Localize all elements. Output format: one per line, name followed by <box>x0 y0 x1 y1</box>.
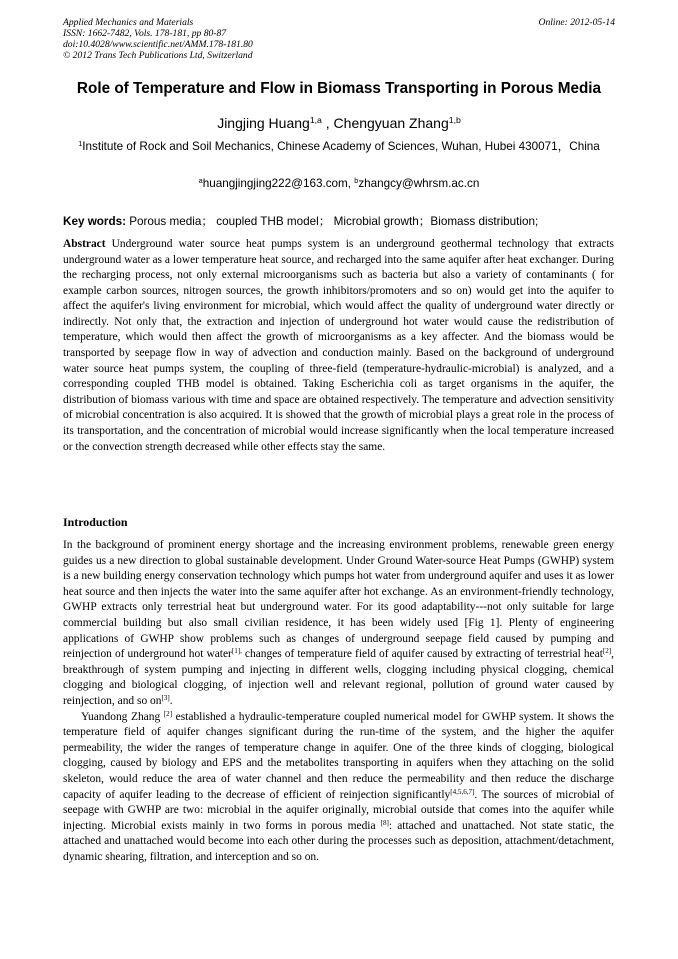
copyright-line: © 2012 Trans Tech Publications Ltd, Switzerland <box>63 50 253 61</box>
email-link[interactable]: zhangcy@whrsm.ac.cn <box>358 177 480 190</box>
author-separator: , <box>321 115 334 131</box>
journal-name: Applied Mechanics and Materials <box>63 17 194 28</box>
citation-ref[interactable]: [2] <box>602 647 612 656</box>
keywords-line <box>63 213 615 229</box>
issn-line: ISSN: 1662-7482, Vols. 178-181, pp 80-87 <box>63 28 227 39</box>
paragraph-text: : attached and unattached. Not state static, the attached and unattached would become into each other during the processes such as deposition, attachment/detachment, dynamic shearing, filtration, and interception and so on. <box>63 819 614 863</box>
paragraph-text: changes of temperature field of aquifer caused by extracting of terrestrial heat <box>241 648 603 661</box>
author-list <box>40 115 638 131</box>
paragraph <box>63 710 614 866</box>
paragraph-text: . The sources of microbial of seepage with GWHP are two: microbial in the aquifer originally, microbial outside that comes into the aquifer while injecting. Microbial exists mainly in two forms in porous media <box>63 788 614 832</box>
doi-line: doi:10.4028/www.scientific.net/AMM.178-181.80 <box>63 39 253 50</box>
abstract-text: Underground water source heat pumps system is an underground geothermal technology that extracts underground water as a lower temperature heat source, and recharged into the same aquifer after heat exchanger. During the recharging process, not only external microorganisms such as bacteria but also a variety of contaminants ( for example carbon sources, nitrogen sources, the growth inhibitors/promoters and so on) would get into the aquifer to affect the aquifer's living environment for microbial, which would affect the quality of underground water directly or indirectly. Not only that, the extraction and injection of underground hot water would cause the redistribution of temperature, which would then affect the growth of microorganisms as a key affecter. And the biomass would be transported by seepage flow in way of advection and conduction mainly. Based on the background of underground water source heat pumps system, the coupling of three-field (temperature-hydraulic-microbial) is analyzed, and a corresponding coupled THB model is obtained. Taking Escherichia coli as target organisms in the aquifer, the distribution of biomass various with time and space are obtained respectively. The temperature and advection sensitivity of microbial concentration is also acquired. It is showed that the growth of microbial plays a great role in the process of its transportation, and the concentration of microbial would increase significantly when the local temperature increased or the convection strength decreased while other effects stay the same. <box>63 238 614 453</box>
paragraph <box>63 538 614 710</box>
citation-ref[interactable]: [2] <box>163 709 173 718</box>
email-link[interactable]: huangjingjing222@163.com, <box>202 177 355 190</box>
keywords-label: Key words: <box>63 215 126 228</box>
citation-ref[interactable]: [8] <box>380 818 389 827</box>
affiliation-superscript: 1 <box>78 139 83 149</box>
paragraph-text: established a hydraulic-temperature coupled numerical model for GWHP system. It shows the temperature field of aquifer changes significant during the run-time of the system, and the higher the aquifer permeability, the wider the ranges of temperature change in aquifer. One of the three kinds of clogging, biological clogging, caused by biology and EPS and the metabolites transporting in aquifers when they attaching on the solid skeleton, would reduce the area of water channel and then reduce the permeability and then reduce the discharge capacity of aquifer leading to the decrease of efficient of reinjection significantly <box>63 710 614 801</box>
affiliation <box>63 139 615 155</box>
citation-ref[interactable]: [4,5,6,7] <box>450 787 475 796</box>
paragraph-text: , breakthrough of system pumping and injecting in different wells, clogging including physical clogging, chemical clogging and biological clogging, of injection well and relevant regional, pollution of ground water caused by reinjection, and so on <box>63 648 614 707</box>
introduction-body <box>63 538 614 865</box>
keywords-text: Porous media； coupled THB model； Microbial growth；Biomass distribution; <box>126 215 539 228</box>
email-superscript: a <box>198 176 203 186</box>
citation-ref[interactable]: [3] <box>161 694 170 703</box>
email-superscript: b <box>354 176 359 186</box>
abstract-label: Abstract <box>63 238 106 250</box>
online-date: Online: 2012-05-14 <box>538 17 615 28</box>
author-name: Jingjing Huang <box>217 115 310 131</box>
author-emails <box>63 177 615 190</box>
author-superscript: 1,a <box>309 115 322 126</box>
journal-header <box>63 17 615 61</box>
affiliation-text: Institute of Rock and Soil Mechanics, Chinese Academy of Sciences, Wuhan, Hubei 430071，China <box>82 140 600 153</box>
paragraph-text: In the background of prominent energy shortage and the increasing environment problems, renewable green energy guides us a new direction to global sustainable development. Under Ground Water-source Heat Pumps (GWHP) system is a new building energy conservation technology which pumps hot water from underground aquifer and uses it as lower heat source and then injects the water into the same aquifer after hot exchange. As an environment-friendly technology, GWHP extracts only terrestrial heat but underground water. For its good adaptability---not only suitable for large commercial building but also small civilian residence, it has been widely used [Fig 1]. Plenty of engineering applications of GWHP show problems such as changes of underground seepage field caused by pumping and reinjection of underground hot water <box>63 539 614 661</box>
abstract <box>63 237 614 455</box>
citation-ref[interactable]: [1], <box>231 647 242 656</box>
paper-title: Role of Temperature and Flow in Biomass Transporting in Porous Media <box>76 80 602 97</box>
section-heading-introduction: Introduction <box>63 515 128 529</box>
paragraph-text: Yuandong Zhang <box>81 710 164 723</box>
paragraph-text: . <box>169 694 173 707</box>
author-superscript: 1,b <box>448 115 461 126</box>
author-name: Chengyuan Zhang <box>333 115 449 131</box>
